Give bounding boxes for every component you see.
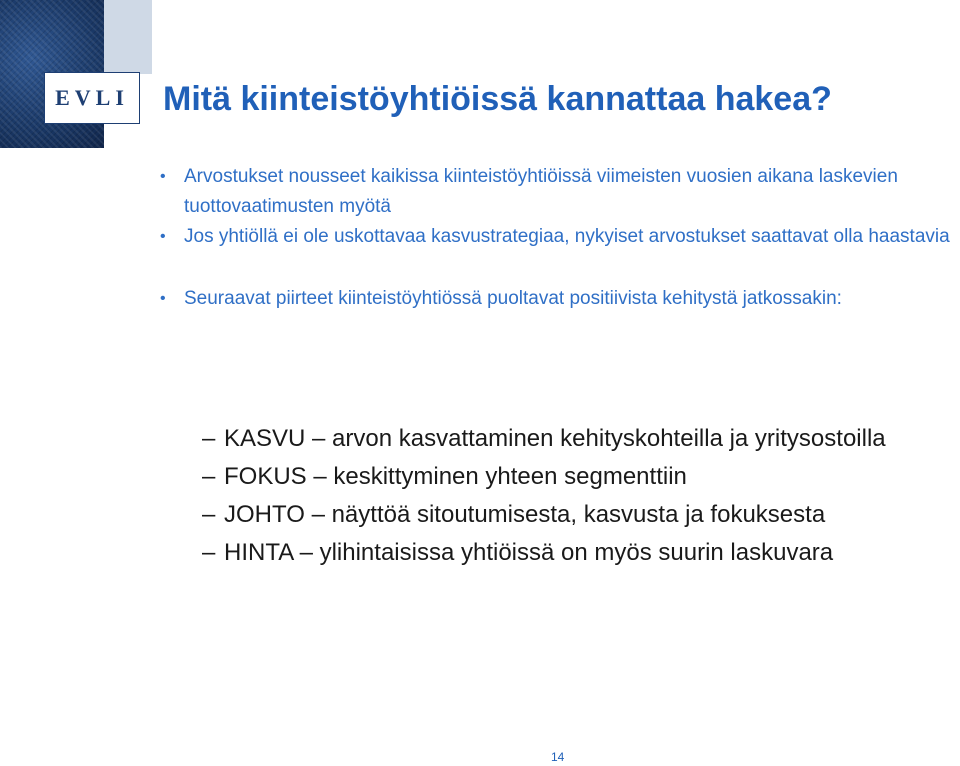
bullet-marker: • (160, 168, 166, 185)
page-number: 14 (551, 750, 565, 764)
evli-logo (44, 72, 140, 124)
bullet-item (160, 162, 950, 222)
sub-item-text: JOHTO – näyttöä sitoutumisesta, kasvusta ja fokuksesta (224, 501, 826, 528)
logo-text: EVLI (55, 85, 129, 110)
bullet-text: Arvostukset nousseet kaikissa kiinteistöyhtiöissä viimeisten vuosien aikana laskevien tuottovaatimusten myötä (184, 166, 898, 217)
bullet-marker: • (160, 290, 166, 307)
bullet-item (160, 222, 950, 252)
sub-item-text: HINTA – ylihintaisissa yhtiöissä on myös suurin laskuvara (224, 539, 834, 566)
bullet-text: Jos yhtiöllä ei ole uskottavaa kasvustrategiaa, nykyiset arvostukset saattavat olla haastavia (184, 226, 950, 247)
bullet-item (160, 284, 950, 314)
sub-item (202, 458, 960, 496)
bullet-text: Seuraavat piirteet kiinteistöyhtiössä puoltavat positiivista kehitystä jatkossakin: (184, 288, 842, 309)
sub-item (202, 496, 960, 534)
bullet-list (160, 162, 950, 314)
corner-strip (104, 0, 152, 74)
dash-marker: – (202, 463, 216, 490)
bullet-marker: • (160, 228, 166, 245)
dash-marker: – (202, 501, 216, 528)
dash-marker: – (202, 539, 216, 566)
slide-title: Mitä kiinteistöyhtiöissä kannattaa hakea? (163, 80, 832, 118)
dash-marker: – (202, 425, 216, 452)
sub-item (202, 420, 960, 458)
sub-item (202, 534, 960, 572)
spacer (160, 252, 950, 284)
sub-item-text: KASVU – arvon kasvattaminen kehityskohteilla ja yritysostoilla (224, 425, 886, 452)
sub-item-text: FOKUS – keskittyminen yhteen segmenttiin (224, 463, 687, 490)
sub-list (202, 420, 960, 572)
